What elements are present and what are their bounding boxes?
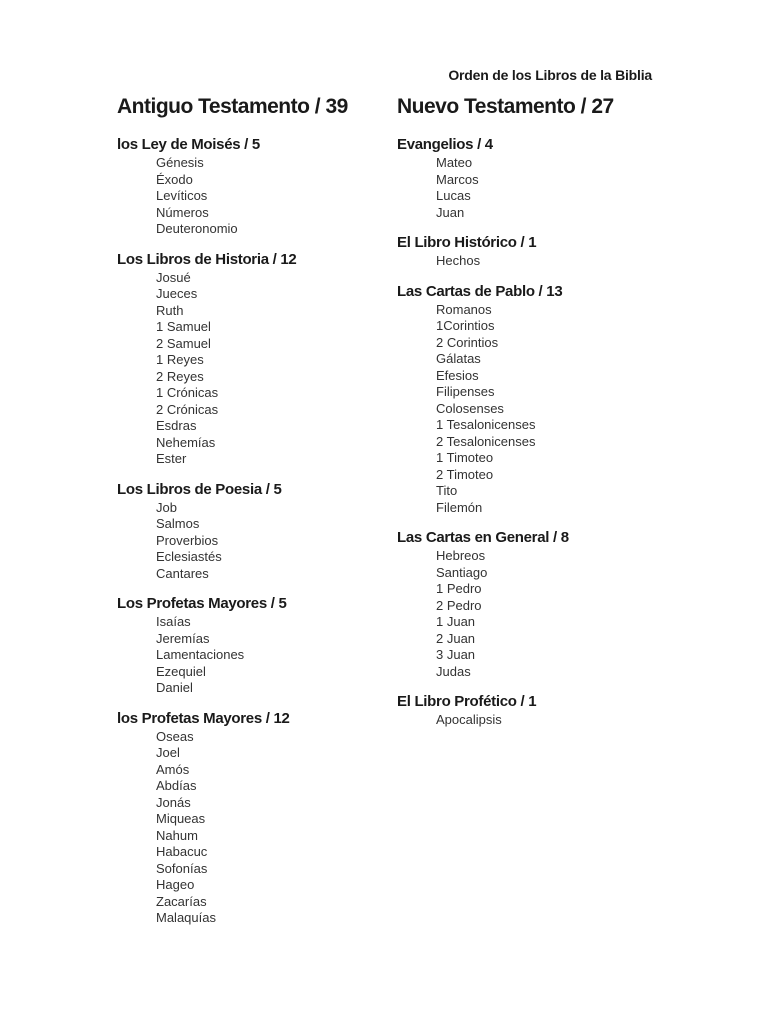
book-name: 2 Corintios: [436, 334, 499, 350]
book-name: 1 Tesalonicenses: [436, 417, 536, 432]
book-name: 1 Timoteo: [436, 450, 494, 465]
book-section: [117, 135, 387, 238]
book-list: [117, 614, 387, 697]
book-list: [397, 548, 697, 680]
book-list: [397, 253, 697, 270]
book-name: 2 Reyes: [156, 368, 204, 384]
book-name: 1 Crónicas: [156, 385, 219, 400]
book-section: [397, 135, 697, 221]
book-section: [117, 709, 387, 927]
new-testament-sections: [397, 135, 697, 729]
book-name: 2 Pedro: [436, 597, 482, 613]
book-name: 1 Pedro: [436, 581, 482, 596]
book-name: Judas: [436, 663, 471, 679]
book-name: Mateo: [436, 155, 473, 170]
section-heading: El Libro Profético / 1: [397, 693, 537, 710]
book-name: Efesios: [436, 367, 479, 383]
new-testament-column: [397, 94, 697, 741]
book-name: Josué: [156, 269, 191, 285]
book-name: Jueces: [156, 286, 198, 301]
book-name: Malaquías: [156, 910, 216, 925]
document-title: Orden de los Libros de la Biblia: [448, 67, 652, 83]
book-name: Jeremías: [156, 630, 210, 646]
book-name: Joel: [156, 745, 180, 760]
book-name: Santiago: [436, 564, 488, 580]
section-heading: Las Cartas en General / 8: [397, 529, 569, 546]
section-heading: los Ley de Moisés / 5: [117, 136, 260, 153]
book-name: Deuteronomio: [156, 221, 238, 236]
book-name: Lamentaciones: [156, 647, 245, 662]
book-name: Hebreos: [436, 548, 486, 563]
book-name: Colosenses: [436, 400, 504, 416]
section-heading: Los Libros de Poesia / 5: [117, 480, 282, 498]
book-name: Nahum: [156, 827, 198, 843]
book-name: Abdías: [156, 778, 197, 793]
book-name: Sofonías: [156, 860, 208, 876]
book-name: Marcos: [436, 171, 479, 187]
book-name: Isaías: [156, 614, 191, 629]
section-heading: Los Profetas Mayores / 5: [117, 595, 287, 612]
book-name: 2 Timoteo: [436, 466, 494, 482]
book-name: Job: [156, 499, 177, 515]
book-name: Filipenses: [436, 384, 495, 399]
book-name: Miqueas: [156, 811, 206, 826]
book-name: Salmos: [156, 516, 200, 531]
book-name: 1 Juan: [436, 614, 476, 629]
book-section: [397, 692, 697, 729]
section-heading: Evangelios / 4: [397, 136, 493, 153]
old-testament-column: [117, 94, 387, 939]
book-name: 2 Juan: [436, 630, 476, 646]
book-list: [117, 500, 387, 583]
book-name: Éxodo: [156, 171, 193, 187]
book-name: 1 Reyes: [156, 352, 204, 367]
book-name: Filemón: [436, 499, 483, 515]
book-name: Ester: [156, 451, 187, 466]
book-name: Apocalipsis: [436, 712, 502, 727]
old-testament-heading: Antiguo Testamento / 39: [117, 95, 348, 118]
book-section: [117, 594, 387, 697]
book-list: [397, 302, 697, 517]
book-name: Levíticos: [156, 188, 208, 203]
book-name: Cantares: [156, 565, 209, 581]
book-name: Génesis: [156, 155, 204, 170]
book-name: Ruth: [156, 302, 184, 318]
book-name: 1Corintios: [436, 318, 495, 333]
book-list: [117, 270, 387, 468]
book-name: Proverbios: [156, 532, 219, 548]
book-section: [397, 528, 697, 680]
book-list: [397, 155, 697, 221]
book-name: Hechos: [436, 253, 481, 268]
new-testament-heading: Nuevo Testamento / 27: [397, 95, 614, 118]
book-name: Juan: [436, 204, 465, 220]
book-name: Nehemías: [156, 434, 216, 450]
book-list: [117, 155, 387, 238]
book-section: [117, 480, 387, 583]
section-heading: El Libro Histórico / 1: [397, 234, 537, 251]
book-name: 3 Juan: [436, 647, 476, 662]
book-section: [397, 282, 697, 517]
book-name: Daniel: [156, 680, 193, 695]
section-heading: Los Libros de Historia / 12: [117, 250, 297, 268]
book-name: Habacuc: [156, 844, 208, 859]
book-name: Lucas: [436, 188, 471, 203]
book-list: [117, 729, 387, 927]
book-section: [397, 233, 697, 270]
book-name: Tito: [436, 483, 458, 498]
book-name: 2 Samuel: [156, 335, 211, 351]
book-name: Zacarías: [156, 893, 207, 909]
book-name: Jonás: [156, 794, 191, 810]
section-heading: los Profetas Mayores / 12: [117, 709, 290, 727]
book-name: Amós: [156, 761, 190, 777]
book-name: Romanos: [436, 301, 492, 317]
book-section: [117, 250, 387, 468]
old-testament-sections: [117, 135, 387, 927]
book-name: Esdras: [156, 418, 197, 433]
book-name: 2 Crónicas: [156, 401, 219, 417]
book-name: Eclesiastés: [156, 549, 222, 564]
book-name: Ezequiel: [156, 663, 206, 679]
book-name: Gálatas: [436, 351, 481, 366]
section-heading: Las Cartas de Pablo / 13: [397, 282, 563, 300]
book-name: Hageo: [156, 877, 195, 892]
book-list: [397, 712, 697, 729]
book-name: 1 Samuel: [156, 319, 211, 334]
book-name: Oseas: [156, 728, 194, 744]
book-name: 2 Tesalonicenses: [436, 433, 536, 449]
book-name: Números: [156, 204, 209, 220]
